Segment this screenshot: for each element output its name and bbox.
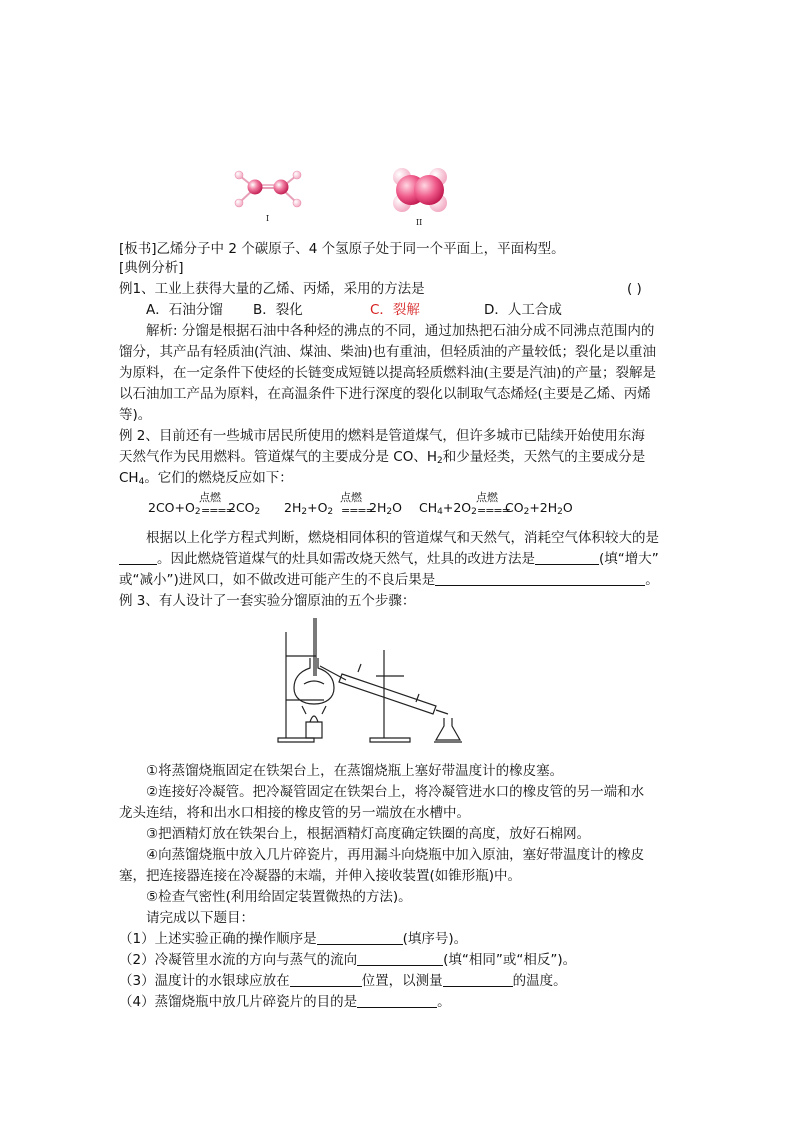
ex2-text: 和少量烃类，天然气的主要成分是 <box>442 449 646 465</box>
ex2-paragraph: 或“减小”)进风口，如不做改进可能产生的不良后果是 。 <box>119 572 659 588</box>
ex2-line <box>119 469 293 491</box>
ex2-subscript: 2 <box>437 456 443 466</box>
ex1-analysis-line: 为原料，在一定条件下使烃的长链变成短链以提高轻质燃料油(主要是汽油)的产量；裂解是 <box>119 365 657 381</box>
ex3-question-2: （2）冷凝管里水流的方向与蒸气的流向 (填“相同”或“相反”)。 <box>119 952 577 968</box>
ex2-line <box>119 448 645 470</box>
ex3-step: ⑤检查气密性(利用给固定装置微热的方法)。 <box>146 889 412 905</box>
ex3-question-3: （3）温度计的水银球应放在 位置，以测量 的温度。 <box>119 973 567 989</box>
ex1-answer-bracket: ( ) <box>627 281 642 297</box>
ex1-analysis-line: 馏分，其产品有轻质油(汽油、煤油、柴油)也有重油，但轻质油的产量较低；裂化是以重油 <box>119 344 657 360</box>
ex3-step: ①将蒸馏烧瓶固定在铁架台上，在蒸馏烧瓶上塞好带温度计的橡皮塞。 <box>146 763 564 779</box>
model-label-2: II <box>416 218 423 227</box>
ex1-analysis-line: 解析: 分馏是根据石油中各种烃的沸点的不同，通过加热把石油分成不同沸点范围内的 <box>146 323 655 339</box>
model-label-1: I <box>266 214 270 223</box>
ex2-paragraph: 。因此燃烧管道煤气的灶具如需改烧天然气，灶具的改进方法是 (填“增大” <box>119 550 659 568</box>
ex2-text: 天然气作为民用燃料。管道煤气的主要成分是 CO、H <box>119 449 437 465</box>
ex3-step: 塞，把连接器连接在冷凝器的末端，并伸入接收装置(如锥形瓶)中。 <box>119 868 522 884</box>
ex3-step: ③把酒精灯放在铁架台上，根据酒精灯高度确定铁圈的高度，放好石棉网。 <box>146 826 591 842</box>
ex1-option-a: A．石油分馏 <box>146 302 223 318</box>
ex2-line: 例 2、目前还有一些城市居民所使用的燃料是管道煤气，但许多城市已陆续开始使用东海 <box>119 428 645 444</box>
ethylene-space-filling-model <box>388 164 452 218</box>
ex3-step: ④向蒸馏烧瓶中放入几片碎瓷片，再用漏斗向烧瓶中加入原油，塞好带温度计的橡皮 <box>146 847 645 863</box>
ex3-step: ②连接好冷凝管。把冷凝管固定在铁架台上，将冷凝管进水口的橡皮管的另一端和水 <box>146 784 645 800</box>
answer-blank[interactable] <box>317 930 403 945</box>
document-page: I II [板书]乙烯分子中 2 个碳原子、4 个氢原子处于同一个平面上，平面构型。 [典例分析] 例1、工业上获得大量的乙烯、丙烯，采用的方法是 ( ) A．石油分馏 B．裂化 C．裂解 D．人工合成 解析: 分馏是根据石油中各种烃的沸点的不同，通过加热把石油分成不同沸点范围内的 馏分，其产品有轻质油(汽油、煤油、柴油)也有重油，但轻质油的产量较低；裂化是以重油 为原料，在一定条件下使烃的长链变成短链以提高轻质燃料油(主要是汽油)的产量；裂解是 以石油加工产品为原料，在高温条件下进行深度的裂化以制取气态烯烃(主要是乙烯、丙烯 等)。 例 2、目前还有一些城市居民所使用的燃料是管道煤气，但许多城市已陆续开始使用东海 天然气作为民用燃料。管道煤气的主要成分是 CO、$H_2$和少量烃类，天然气的主要成分是 $CH_4$。它们的燃烧反应如下： $2CO+O_2$ 点燃 ==== $2CO_2$ $2H_2+O_2$ 点燃 ==== $2H_2O$ $CH_4+2O_2$ 点燃 ==== $CO_2+2H_2O$ 根据以上化学方程式判断，燃烧相同体积的管道煤气和天然气，消耗空气体积较大的是 。因此燃烧管道煤气的灶具如需改烧天然气，灶具的改进方法是 (填“增大” 或“减小”)进风口，如不做改进可能产生的不良后果是 。 例 3、有人设计了一套实验分馏原油的五个步骤： ①将蒸馏烧瓶固定在铁架台上，在蒸馏烧瓶上塞好带温度计的橡皮塞。 ②连接好冷凝管。把冷凝管固定在铁架台上，将冷凝管进水口的橡皮管的另一端和水 龙头连结，将和出水口相接的橡皮管的另一端放在水槽中。 ③把酒精灯放在铁架台上，根据酒精灯高度确定铁圈的高度，放好石棉网。 ④向蒸馏烧瓶中放入几片碎瓷片，再用漏斗向烧瓶中加入原油，塞好带温度计的橡皮 塞，把连接器连接在冷凝器的末端，并伸入接收装置(如锥形瓶)中。 ⑤检查气密性(利用给固定装置微热的方法)。 请完成以下题目： （1）上述实验正确的操作顺序是 (填序号)。 （2）冷凝管里水流的方向与蒸气的流向 (填“相同”或“相反”)。 （3）温度计的水银球应放在 位置，以测量 的温度。 （4）蒸馏烧瓶中放几片碎瓷片的目的是 。 <box>0 0 794 1123</box>
board-note: [板书]乙烯分子中 2 个碳原子、4 个氢原子处于同一个平面上，平面构型。 <box>119 241 565 257</box>
ex2-subscript: 4 <box>138 477 145 487</box>
ex3-question-1: （1）上述实验正确的操作顺序是 (填序号)。 <box>119 931 468 947</box>
section-title: [典例分析] <box>119 260 184 276</box>
ex1-option-d: D．人工合成 <box>484 302 562 318</box>
answer-blank[interactable] <box>443 972 513 987</box>
ex1-option-b: B．裂化 <box>253 302 303 318</box>
answer-blank[interactable] <box>357 951 443 966</box>
ex2-text: 。它们的燃烧反应如下： <box>144 470 293 486</box>
ex1-question: 例1、工业上获得大量的乙烯、丙烯，采用的方法是 <box>119 281 425 297</box>
ex2-paragraph: 根据以上化学方程式判断，燃烧相同体积的管道煤气和天然气，消耗空气体积较大的是 <box>146 530 659 546</box>
ex1-analysis-line: 等)。 <box>119 407 152 423</box>
answer-blank[interactable] <box>357 993 437 1008</box>
ex1-analysis-line: 以石油加工产品为原料，在高温条件下进行深度的裂化以制取气态烯烃(主要是乙烯、丙烯 <box>119 386 651 402</box>
ex3-question-4: （4）蒸馏烧瓶中放几片碎瓷片的目的是 。 <box>119 994 451 1010</box>
answer-blank[interactable] <box>119 550 157 565</box>
answer-blank[interactable] <box>435 571 645 586</box>
ex2-text: CH <box>119 470 139 486</box>
answer-blank[interactable] <box>290 972 362 987</box>
ex3-step: 龙头连结，将和出水口相接的橡皮管的另一端放在水槽中。 <box>119 805 470 821</box>
ethylene-ball-stick-model <box>228 162 308 218</box>
ex3-prompt: 请完成以下题目： <box>146 910 254 926</box>
answer-blank[interactable] <box>535 550 599 565</box>
ex3-title: 例 3、有人设计了一套实验分馏原油的五个步骤： <box>119 593 416 609</box>
distillation-apparatus-diagram <box>276 614 476 746</box>
ex1-option-c: C．裂解 <box>370 302 420 318</box>
